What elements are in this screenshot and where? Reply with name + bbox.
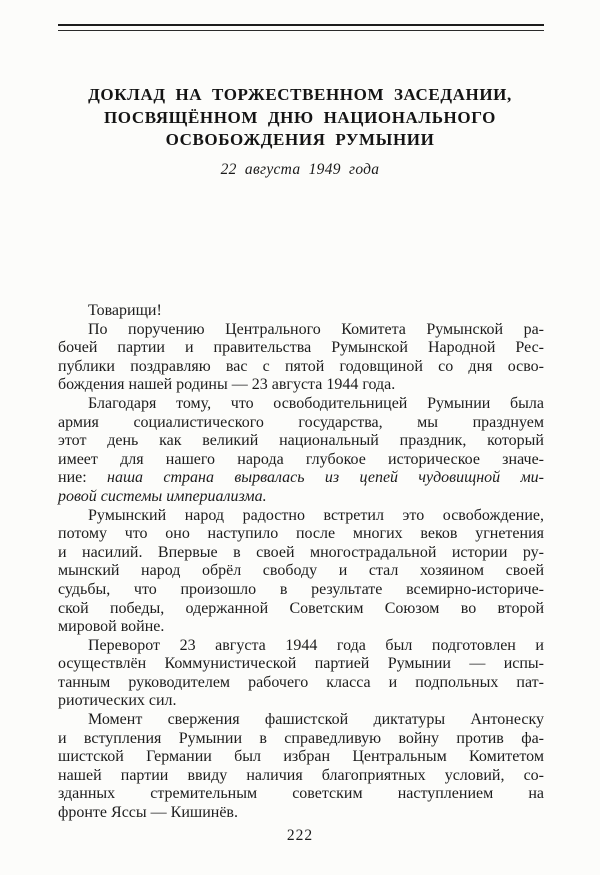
page-title: [40, 84, 560, 152]
text-line: ние: наша страна вырвалась из цепей чудовищной ми-: [58, 469, 545, 487]
text-line: зданных стремительным советским наступлением на: [58, 785, 544, 803]
text-line: нашей партии ввиду наличия благоприятных условий, со-: [58, 766, 544, 784]
text-line: мынский народ обрёл свободу и стал хозяином своей: [58, 562, 544, 580]
text-line: Момент свержения фашистской диктатуры Антонеску: [88, 711, 544, 729]
text-line: Переворот 23 августа 1944 года был подготовлен и: [88, 636, 544, 654]
text-line: По поручению Центрального Комитета Румынской ра-: [88, 320, 544, 338]
paragraph: [58, 507, 544, 637]
paragraph: [58, 321, 544, 395]
text-line: Благодаря тому, что освободительницей Румынии была: [88, 394, 544, 412]
text-line: ровой системы империализма.: [58, 487, 267, 505]
text-line: и вступления Румынии в справедливую войну против фа-: [58, 729, 544, 747]
text-line: мировой войне.: [58, 618, 165, 636]
paragraph: [58, 395, 544, 507]
title-line-1: ДОКЛАД НА ТОРЖЕСТВЕННОМ ЗАСЕДАНИИ,: [88, 85, 512, 104]
text-line: танным руководителем рабочего класса и подпольных пат-: [58, 673, 544, 691]
header-double-rule: [58, 24, 544, 31]
title-line-3: ОСВОБОЖДЕНИЯ РУМЫНИИ: [165, 130, 435, 149]
text-line: армия социалистического государства, мы празднуем: [58, 413, 544, 431]
text-line: потому что оно наступило после многих веков угнетения: [58, 525, 544, 543]
text-line: фронте Яссы — Кишинёв.: [58, 804, 238, 822]
body-paragraphs: [58, 302, 544, 823]
text-line: Румынский народ радостно встретил это освобождение,: [88, 506, 544, 524]
text-line: Товарищи!: [88, 302, 162, 319]
paragraph: [58, 637, 544, 711]
paragraph: [58, 711, 544, 823]
text-line: публики поздравляю вас с пятой годовщиной со дня осво-: [58, 357, 544, 375]
paragraph: [58, 302, 544, 321]
text-line: бочей партии и правительства Румынской Народной Рес-: [58, 339, 544, 357]
text-line: бождения нашей родины — 23 августа 1944 года.: [58, 376, 396, 394]
title-line-2: ПОСВЯЩЁННОМ ДНЮ НАЦИОНАЛЬНОГО: [103, 107, 497, 127]
text-line: этот день как великий национальный праздник, который: [58, 432, 544, 450]
text-line: ской победы, одержанной Советским Союзом во второй: [58, 599, 544, 617]
text-line: осуществлён Коммунистической партией Румынии — испы-: [58, 655, 544, 673]
text-line: шистской Германии был избран Центральным Комитетом: [58, 748, 544, 766]
text-line: имеет для нашего народа глубокое историческое значе-: [58, 450, 544, 468]
page-number: 222: [286, 827, 314, 844]
text-line: судьбы, что произошло в результате всемирно-историче-: [58, 580, 544, 598]
text-line: риотических сил.: [58, 692, 177, 710]
page-subtitle-date: 22 августа 1949 года: [220, 161, 380, 178]
text-line: и насилий. Впервые в своей многострадальной истории ру-: [58, 543, 544, 561]
